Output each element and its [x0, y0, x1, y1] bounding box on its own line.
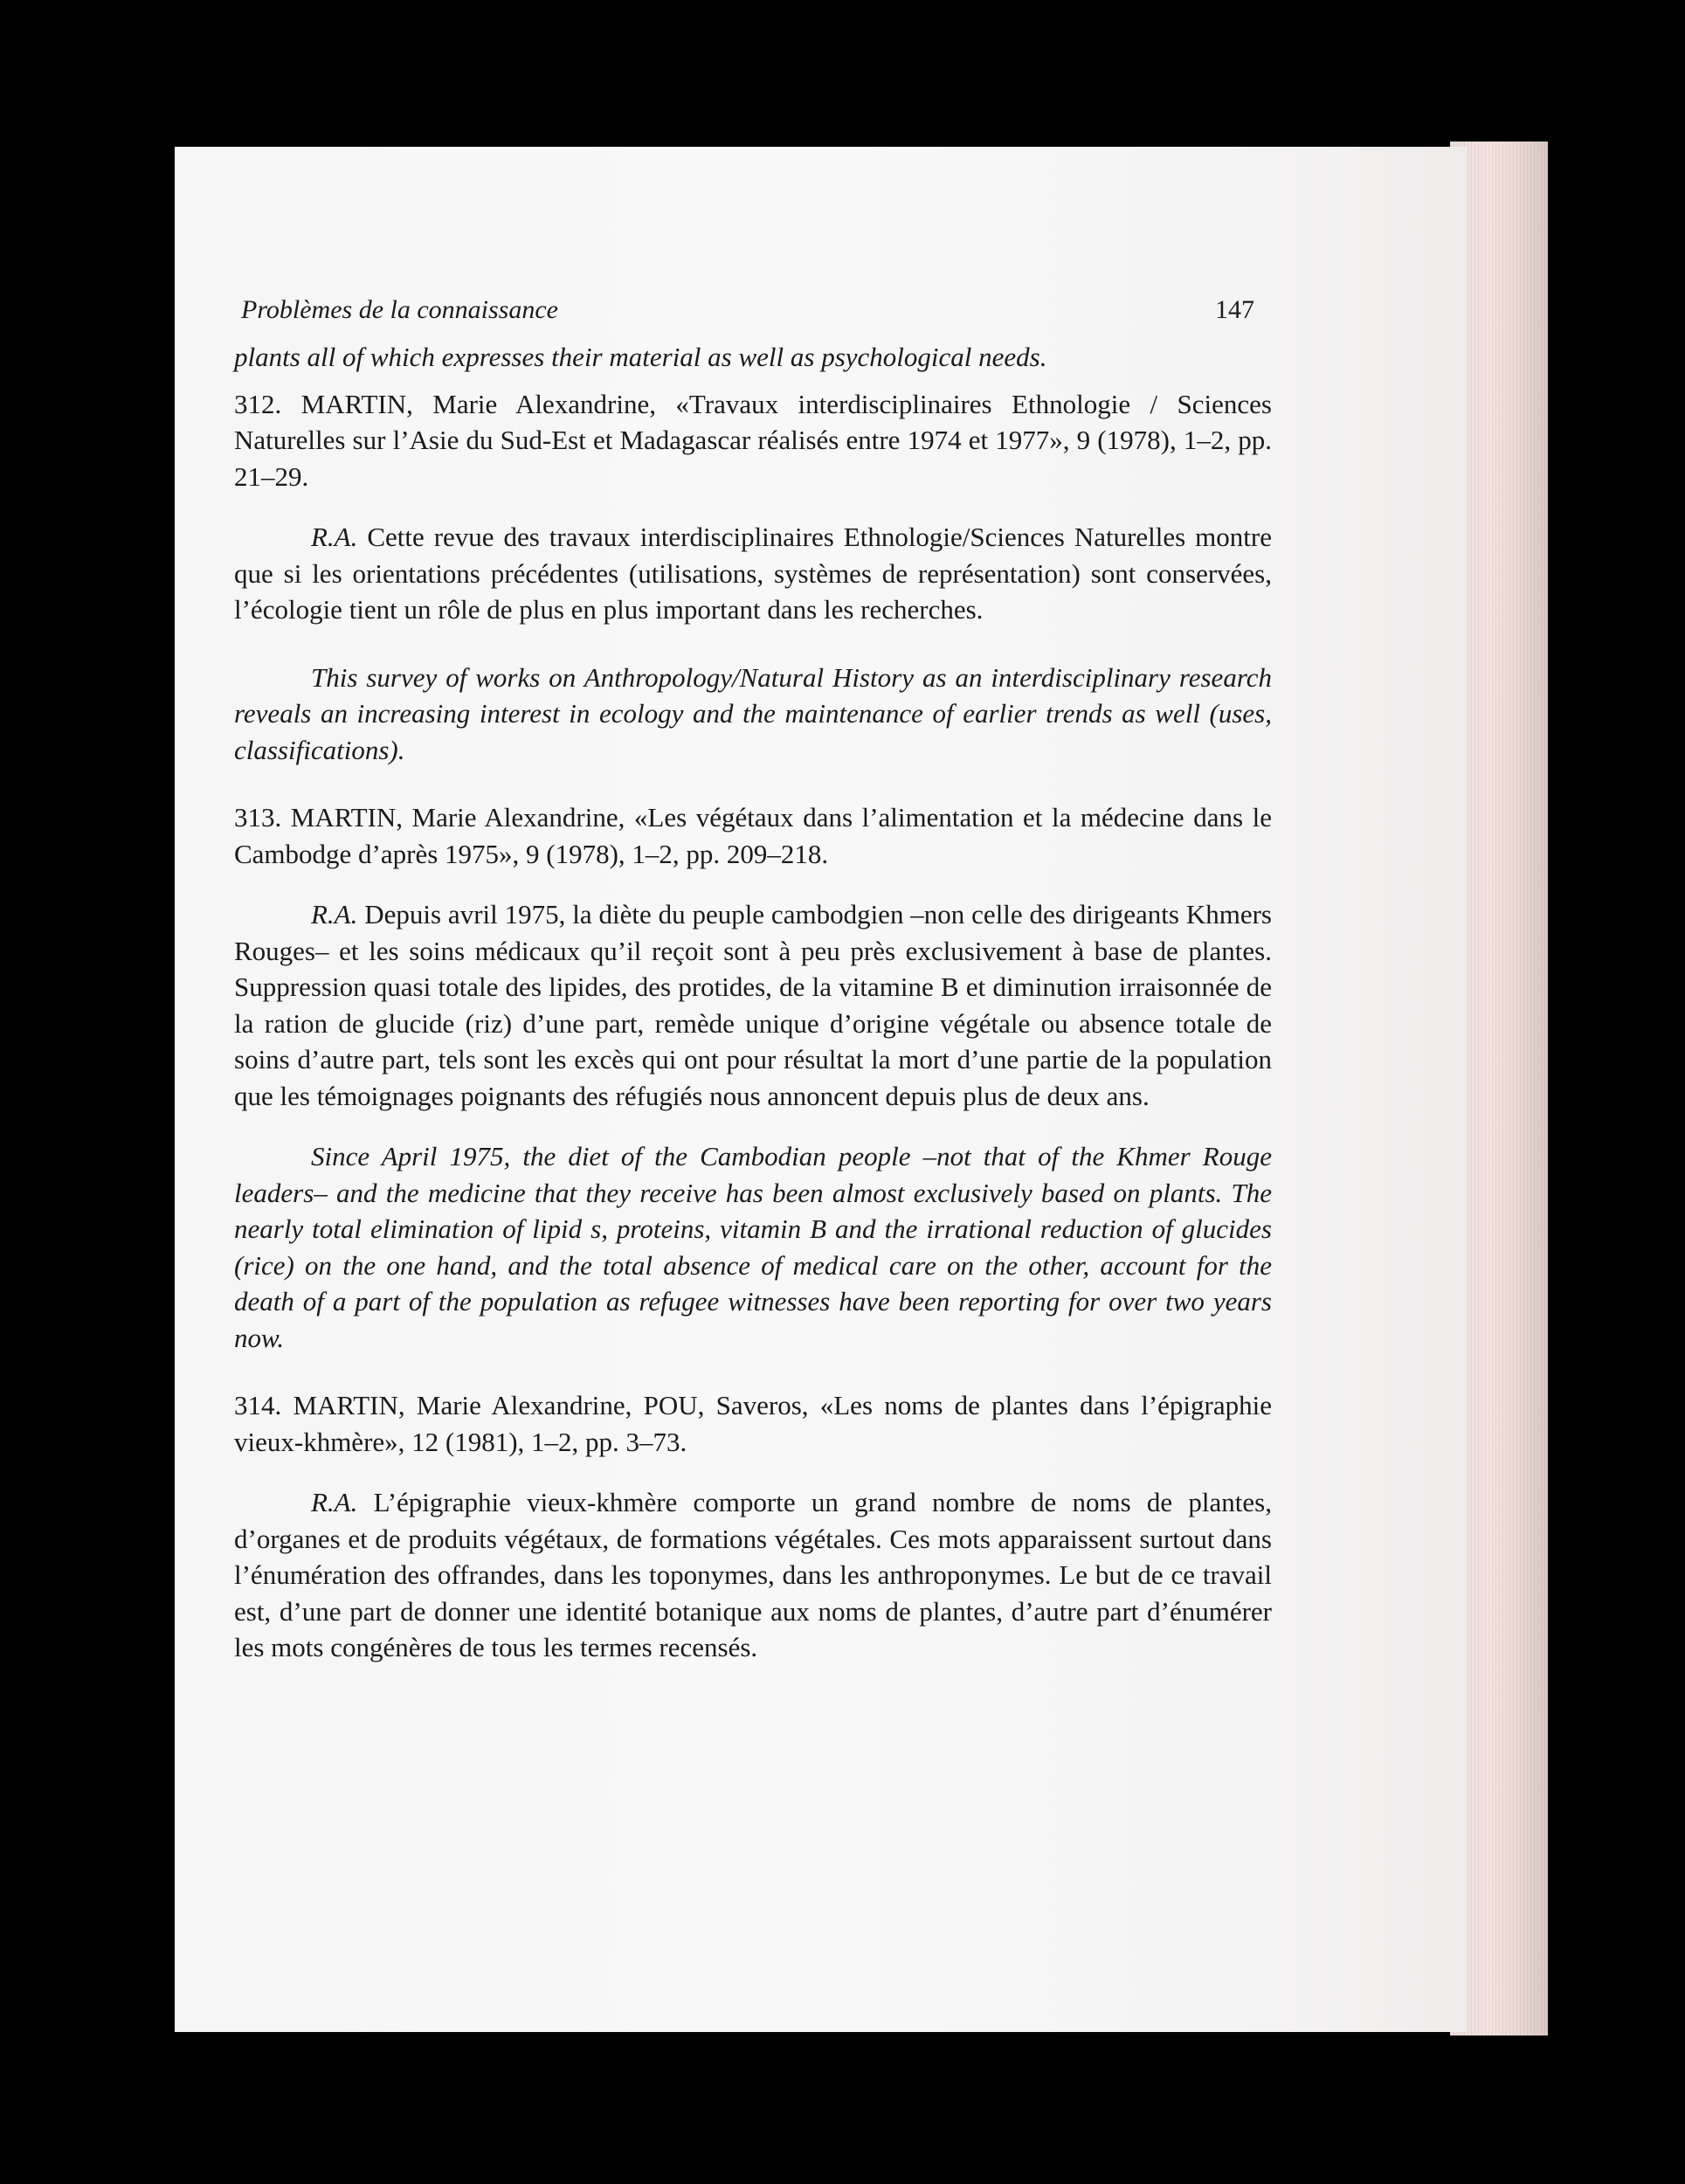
entry-313-citation: 313. MARTIN, Marie Alexandrine, «Les végétaux dans l’alimentation et la médecine dans le Cambodge d’après 1975», 9 (1978), 1–2, pp. 209–218. [234, 802, 1272, 869]
entry-312-abstract: This survey of works on Anthropology/Natural History as an interdisciplinary research reveals an increasing interest in ecology and the maintenance of earlier trends as well (uses, classifications). [234, 661, 1272, 765]
page-content [234, 278, 1272, 1666]
ra-label: R.A. [311, 899, 358, 930]
entry-313-abstract: Since April 1975, the diet of the Cambodian people –not that of the Khmer Rouge leaders– and the medicine that they receive has been almost exclusively based on plants. The nearly total elimination of lipid s, proteins, vitamin B and the irrational reduction of glucides (rice) on the one hand, and the total absence of medical care on the other, account for the death of a part of the population as refugee witnesses have been reporting for over two years now. [234, 1141, 1272, 1353]
resume-text: L’épigraphie vieux-khmère comporte un grand nombre de noms de plantes, d’organes et de produits végétaux, de formations végétales. Ces mots apparaissent surtout dans l’énumération des offrandes, dans les toponymes, dans les anthroponymes. Le but de ce travail est, d’une part de donner une identité botanique aux noms de plantes, d’autre part d’énumérer les mots congénères de tous les termes recensés. [234, 1487, 1272, 1662]
ra-label: R.A. [311, 522, 358, 552]
page-number: 147 [1215, 295, 1254, 324]
entry-312-citation: 312. MARTIN, Marie Alexandrine, «Travaux interdisciplinaires Ethnologie / Sciences Naturelles sur l’Asie du Sud-Est et Madagascar réalisés entre 1974 et 1977», 9 (1978), 1–2, pp. 21–29. [234, 388, 1272, 492]
running-title: Problèmes de la connaissance [241, 295, 558, 324]
book-page [175, 147, 1467, 2032]
ra-label: R.A. [311, 1487, 358, 1517]
entry-314-citation: 314. MARTIN, Marie Alexandrine, POU, Saveros, «Les noms de plantes dans l’épigraphie vieux-khmère», 12 (1981), 1–2, pp. 3–73. [234, 1390, 1272, 1457]
entry-312-resume [234, 519, 1272, 628]
carry-over-text: plants all of which expresses their material as well as psychological needs. [234, 342, 1047, 372]
resume-text: Depuis avril 1975, la diète du peuple cambodgien –non celle des dirigeants Khmers Rouges– et les soins médicaux qu’il reçoit sont à peu près exclusivement à base de plantes. Suppression quasi totale des lipides, des protides, de la vitamine B et diminution irraisonnée de la ration de glucide (riz) d’une part, remède unique d’origine végétale ou absence totale de soins d’autre part, tels sont les excès qui ont pour résultat la mort d’une partie de la population que les témoignages poignants des réfugiés nous annoncent depuis plus de deux ans. [234, 899, 1272, 1111]
resume-text: Cette revue des travaux interdisciplinaires Ethnologie/Sciences Naturelles montre que si les orientations précédentes (utilisations, systèmes de représentation) sont conservées, l’écologie tient un rôle de plus en plus important dans les recherches. [234, 522, 1272, 625]
entry-313-resume [234, 896, 1272, 1114]
running-head [234, 278, 1272, 323]
entry-314-resume [234, 1484, 1272, 1666]
